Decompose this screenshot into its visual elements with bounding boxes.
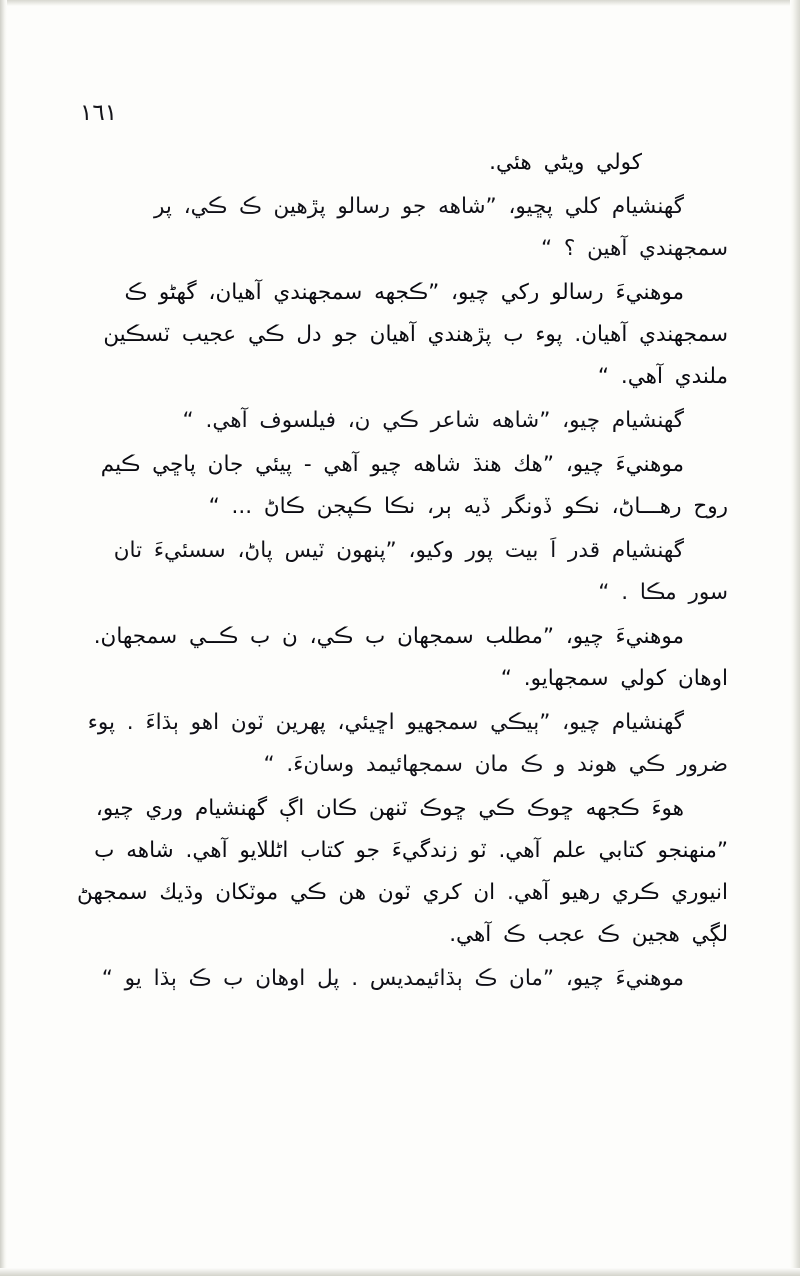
paragraph: موهنيءَ چيو، ”هك هنڌ شاهه چيو آهي - پيئي جان پاڇي ڪيم روح رهـــاڻ، نڪو ڏونگر ڏيه ٻر، نڪا ڪپجن ڪاڻ ... “ <box>100 452 728 519</box>
page-edge-top <box>0 0 800 6</box>
body-text <box>72 142 728 1002</box>
paragraph: كولي ويڻي هئي. <box>489 150 642 175</box>
page-edge-bottom <box>0 1268 800 1276</box>
paragraph: گهنشيام چيو، ”ٻيڪي سمجهيو اڇيئي، پهرين ٽون اهو ٻڌاءَ . پوء ضرور ڪي هوند و ڪ مان سمجهائيمد وسانءَ. “ <box>87 710 728 777</box>
page-edge-right <box>790 0 800 1276</box>
paragraph: هوءَ ڪجهه ڇوڪ ڪي ڇوڪ ٽنهن ڪان اڳ گهنشيام وري چيو، ”منهنجو كتابي علم آهي. ٽو زندگيءَ جو كتاب اڻللايو آهي. شاهه ب انيوري ڪري رهيو آهي. ان كري ٽون هن ڪي موٽكان وڌيك سمجهڻ لڳي هجين ڪ عجب ڪ آهي. <box>76 796 728 947</box>
paragraph: گهنشيام قدر اَ بيت پور وکيو، ”پنهون ٽيس پاڻ، سسئيءَ تان سور مڪا . “ <box>113 538 728 605</box>
paragraph: گهنشيام كلي پڇيو، ”شاهه جو رسالو پڙهين ڪ ڪي، پر سمجهندي آهين ؟ “ <box>154 194 728 261</box>
page-number: ١٦١ <box>80 100 118 126</box>
paragraph: موهنيءَ رسالو رکي چيو، ”ڪجهه سمجهندي آهيان، گهڻو ڪ سمجهندي آهيان. پوء ب پڙهندي آهيان جو دل ڪي عجيب ٽسڪين ملندي آهي. “ <box>103 280 728 389</box>
paragraph: موهنيءَ چيو، ”مطلب سمجهان ب ڪي، ن ب ڪــي سمجهان. اوهان كولي سمجهايو. “ <box>93 624 728 691</box>
paragraph: گهنشيام چيو، ”شاهه شاعر ڪي ن، فيلسوف آهي. “ <box>182 408 684 433</box>
page-edge-left <box>0 0 7 1276</box>
paragraph: موهنيءَ چيو، ”مان ڪ ٻڌائيمديس . پل اوهان ب ڪ ٻڌا يو “ <box>101 966 684 991</box>
